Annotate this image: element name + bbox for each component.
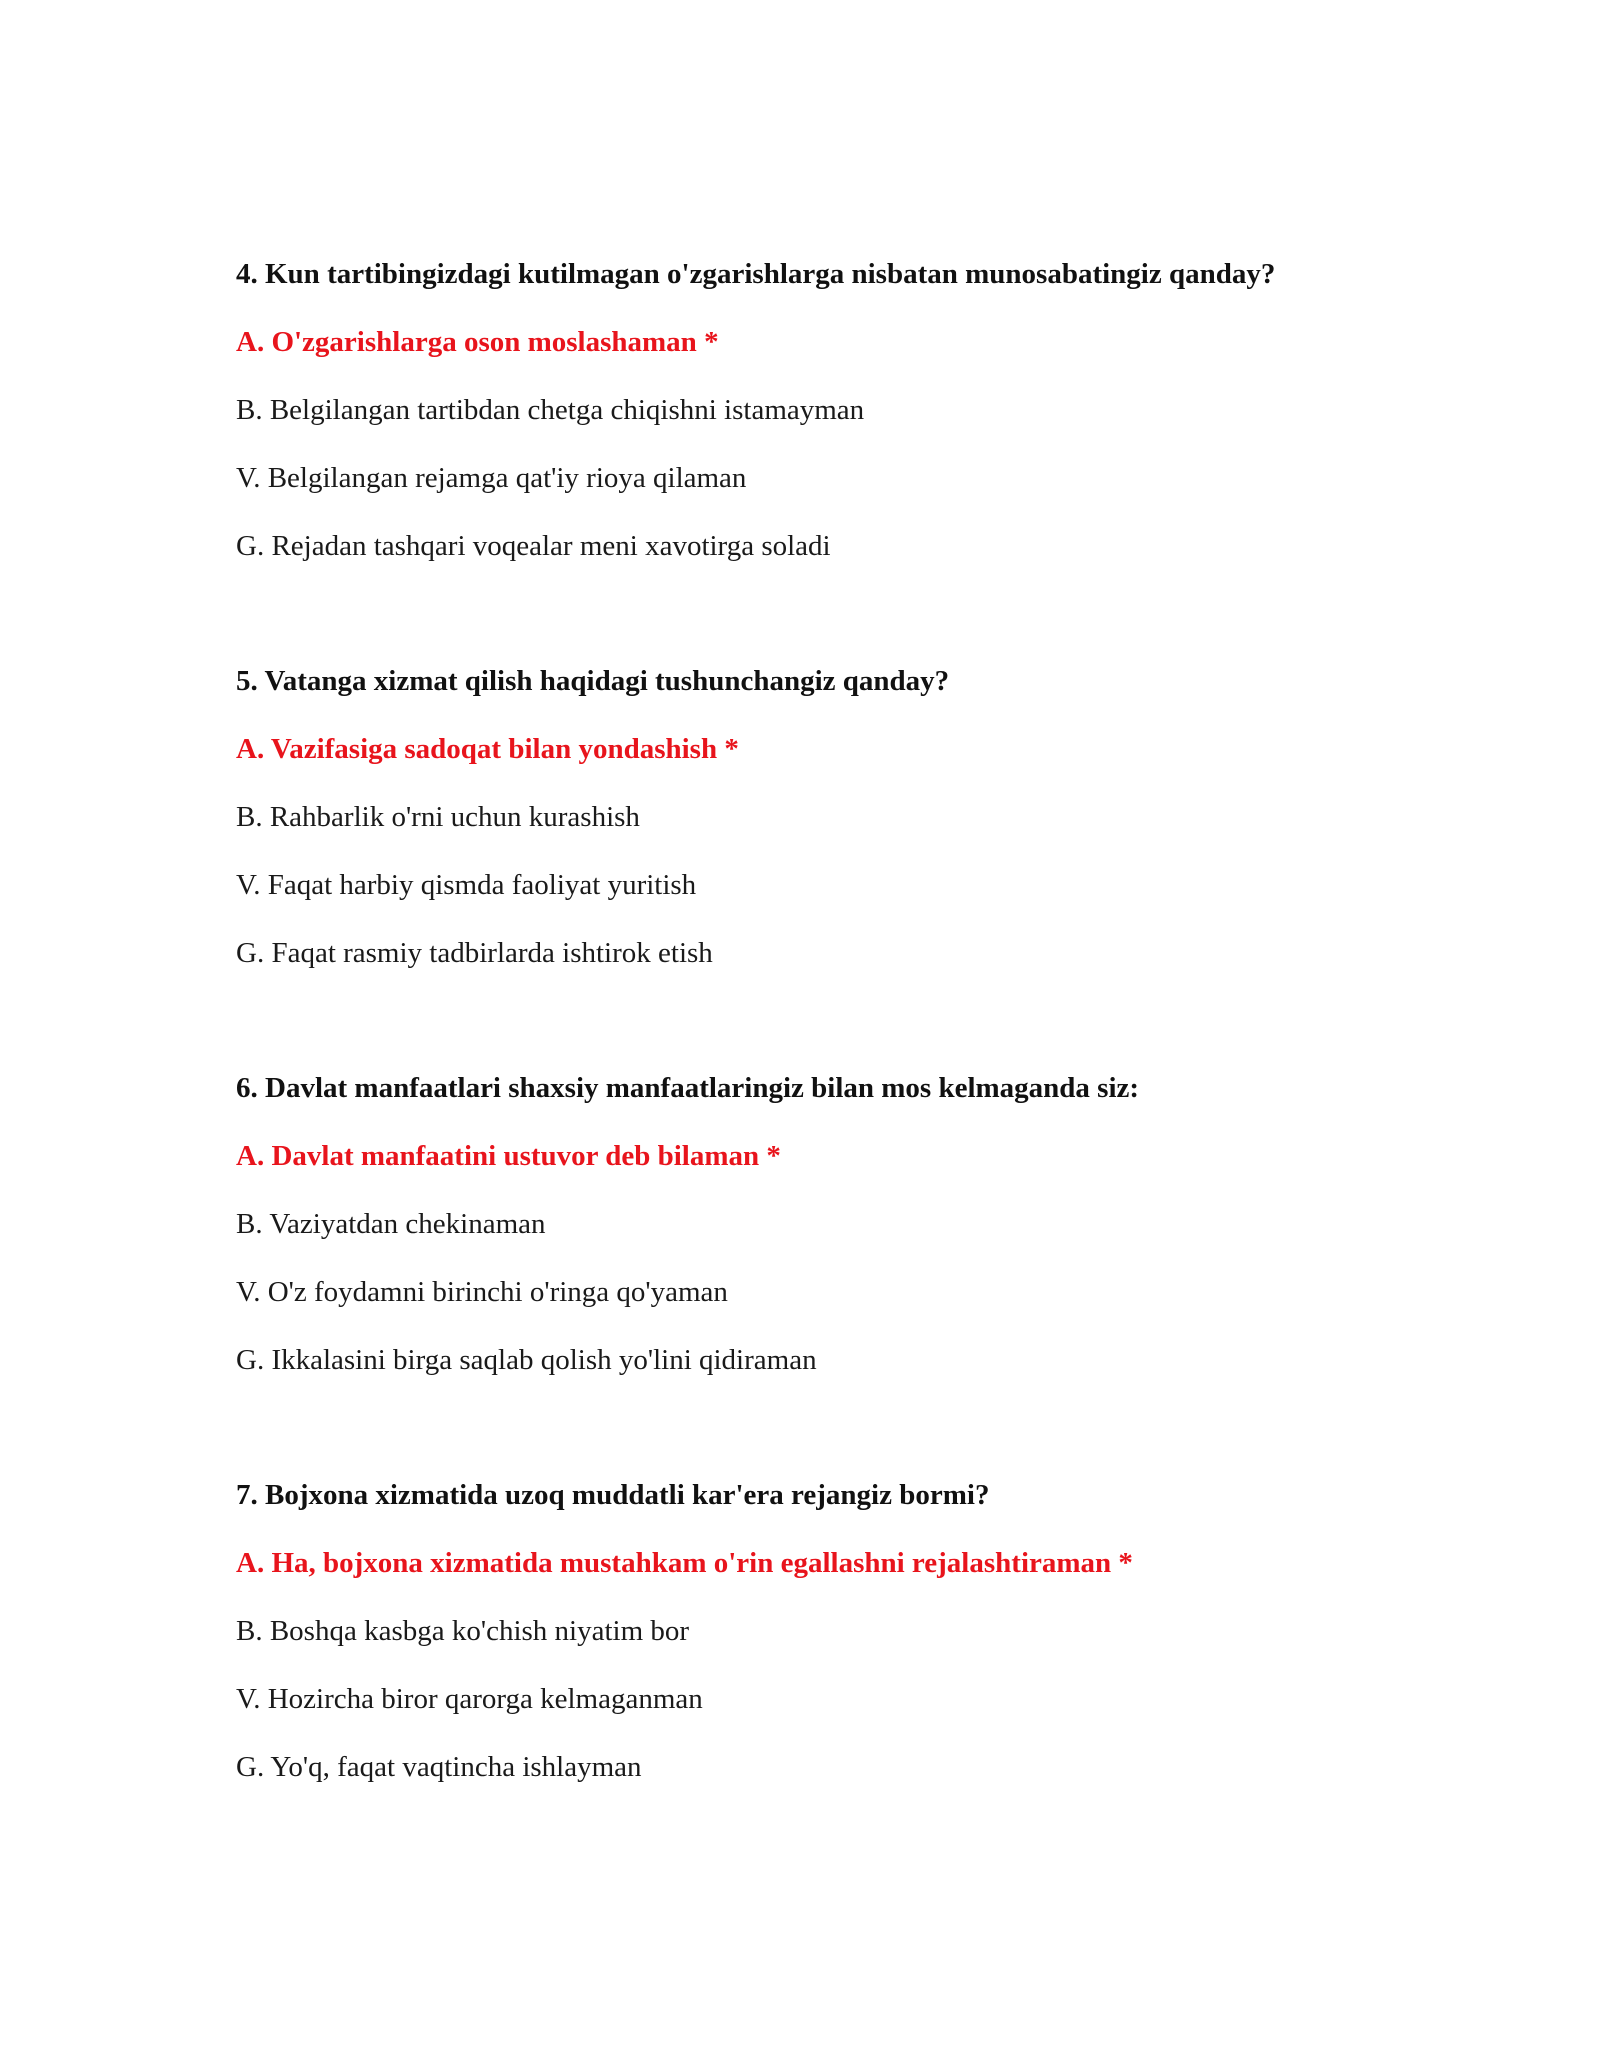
answer-option-b: B. Rahbarlik o'rni uchun kurashish [236,801,640,833]
correct-answer: A. Ha, bojxona xizmatida mustahkam o'rin egallashni rejalashtiraman * [236,1547,1133,1579]
answer-option-v: V. Faqat harbiy qismda faoliyat yuritish [236,869,697,901]
answer-option-g: G. Faqat rasmiy tadbirlarda ishtirok etish [236,937,713,969]
answer-option-g: G. Rejadan tashqari voqealar meni xavotirga soladi [236,530,831,562]
answer-option-v: V. Hozircha biror qarorga kelmaganman [236,1683,703,1715]
correct-answer: A. Davlat manfaatini ustuvor deb bilaman * [236,1140,781,1172]
answer-option-v: V. Belgilangan rejamga qat'iy rioya qilaman [236,462,747,494]
answer-option-b: B. Boshqa kasbga ko'chish niyatim bor [236,1615,690,1647]
answer-option-b: B. Belgilangan tartibdan chetga chiqishni istamayman [236,394,865,426]
answer-option-b: B. Vaziyatdan chekinaman [236,1208,546,1240]
correct-answer: A. O'zgarishlarga oson moslashaman * [236,326,719,358]
answer-option-g: G. Ikkalasini birga saqlab qolish yo'lini qidiraman [236,1344,817,1376]
question-title: 6. Davlat manfaatlari shaxsiy manfaatlaringiz bilan mos kelmaganda siz: [236,1072,1140,1104]
question-title: 4. Kun tartibingizdagi kutilmagan o'zgarishlarga nisbatan munosabatingiz qanday? [236,258,1276,290]
correct-answer: A. Vazifasiga sadoqat bilan yondashish * [236,733,739,765]
question-title: 7. Bojxona xizmatida uzoq muddatli kar'era rejangiz bormi? [236,1479,990,1511]
question-title: 5. Vatanga xizmat qilish haqidagi tushunchangiz qanday? [236,665,950,697]
answer-option-v: V. O'z foydamni birinchi o'ringa qo'yaman [236,1276,728,1308]
answer-option-g: G. Yo'q, faqat vaqtincha ishlayman [236,1751,642,1783]
